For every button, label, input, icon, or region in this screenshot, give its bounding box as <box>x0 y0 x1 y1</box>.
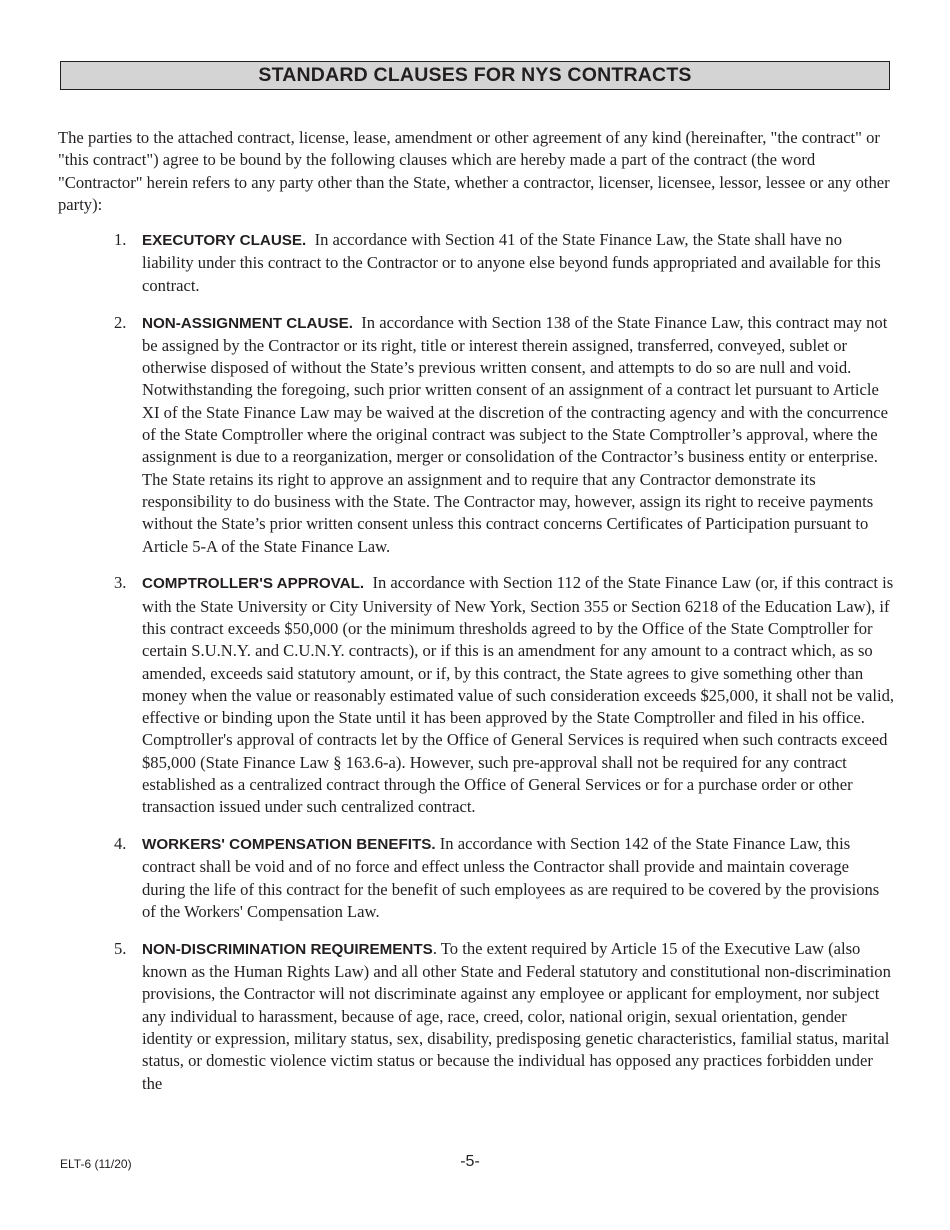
clause-heading: NON-DISCRIMINATION REQUIREMENTS <box>142 940 433 958</box>
page-title: STANDARD CLAUSES FOR NYS CONTRACTS <box>258 64 692 86</box>
clause-1 <box>58 229 896 297</box>
form-code: ELT-6 (11/20) <box>60 1157 132 1171</box>
page-number: -5- <box>460 1153 480 1170</box>
clause-heading: EXECUTORY CLAUSE. <box>142 232 307 250</box>
clause-number: 3. <box>114 573 127 593</box>
clauses-list <box>58 229 896 1095</box>
clause-text: In accordance with Section 142 of the State Finance Law, this contract shall be void and of no force and effect unless the Contractor shall provide and maintain coverage during the life of this contract for the benefit of such employees as are required to be covered by the provisions of the Workers' Compensation Law. <box>142 834 880 921</box>
clause-4 <box>58 833 896 923</box>
clause-text: In accordance with Section 138 of the State Finance Law, this contract may not be assigned by the Contractor or its right, title or interest therein assigned, transferred, conveyed, sublet or otherwise disposed of without the State’s previous written consent, and attempts to do so are null and void. Notwithstanding the foregoing, such prior written consent of an assignment of a contract let pursuant to Article XI of the State Finance Law may be waived at the discretion of the contracting agency and with the concurrence of the State Comptroller where the original contract was subject to the State Comptroller’s approval, where the assignment is due to a reorganization, merger or consolidation of the Contractor’s business entity or enterprise. The State retains its right to approve an assignment and to require that any Contractor demonstrate its responsibility to do business with the State. The Contractor may, however, assign its right to receive payments without the State’s prior written consent unless this contract concerns Certificates of Participation pursuant to Article 5-A of the State Finance Law. <box>142 312 888 556</box>
clause-2 <box>58 312 896 558</box>
clause-number: 1. <box>114 230 127 250</box>
clause-heading: COMPTROLLER'S APPROVAL. <box>142 575 365 593</box>
clause-text: In accordance with Section 41 of the State Finance Law, the State shall have no liability under this contract to the Contractor or to anyone else beyond funds appropriated and available for this contract. <box>142 230 881 295</box>
clause-number: 5. <box>114 938 127 958</box>
clause-5 <box>58 938 896 1095</box>
clause-text: . To the extent required by Article 15 of the Executive Law (also known as the Human Rights Law) and all other State and Federal statutory and constitutional non-discrimination provisions, the Contractor will not discriminate against any employee or applicant for employment, nor subject any individual to harassment, because of age, race, creed, color, national origin, sexual orientation, gender identity or expression, military status, sex, disability, predisposing genetic characteristics, familial status, marital status, or domestic violence victim status or because the individual has opposed any practices forbidden under the <box>142 938 891 1093</box>
clause-number: 4. <box>114 834 127 854</box>
document-body <box>58 127 896 1109</box>
clause-3 <box>58 572 896 818</box>
clause-text: In accordance with Section 112 of the State Finance Law (or, if this contract is with the State University or City University of New York, Section 355 or Section 6218 of the Education Law), if this contract exceeds $50,000 (or the minimum thresholds agreed to by the Office of the State Comptroller for certain S.U.N.Y. and C.U.N.Y. contracts), or if this is an amendment for any amount to a contract which, as so amended, exceeds said statutory amount, or if, by this contract, the State agrees to give something other than money when the value or reasonably estimated value of such consideration exceeds $25,000, it shall not be valid, effective or binding upon the State until it has been approved by the State Comptroller and filed in his office. Comptroller's approval of contracts let by the Office of General Services is required when such contracts exceed $85,000 (State Finance Law § 163.6-a). However, such pre-approval shall not be required for any contract established as a centralized contract through the Office of General Services or for a purchase order or other transaction issued under such centralized contract. <box>142 573 895 817</box>
clause-heading: WORKERS' COMPENSATION BENEFITS. <box>142 836 436 854</box>
intro-paragraph: The parties to the attached contract, license, lease, amendment or other agreement of any kind (hereinafter, "the contract" or "this contract") agree to be bound by the following clauses which are hereby made a part of the contract (the word "Contractor" herein refers to any party other than the State, whether a contractor, licenser, licensee, lessor, lessee or any other party): <box>58 128 890 214</box>
page-title-banner <box>60 61 890 90</box>
clause-heading: NON-ASSIGNMENT CLAUSE. <box>142 314 353 332</box>
clause-number: 2. <box>114 312 127 332</box>
